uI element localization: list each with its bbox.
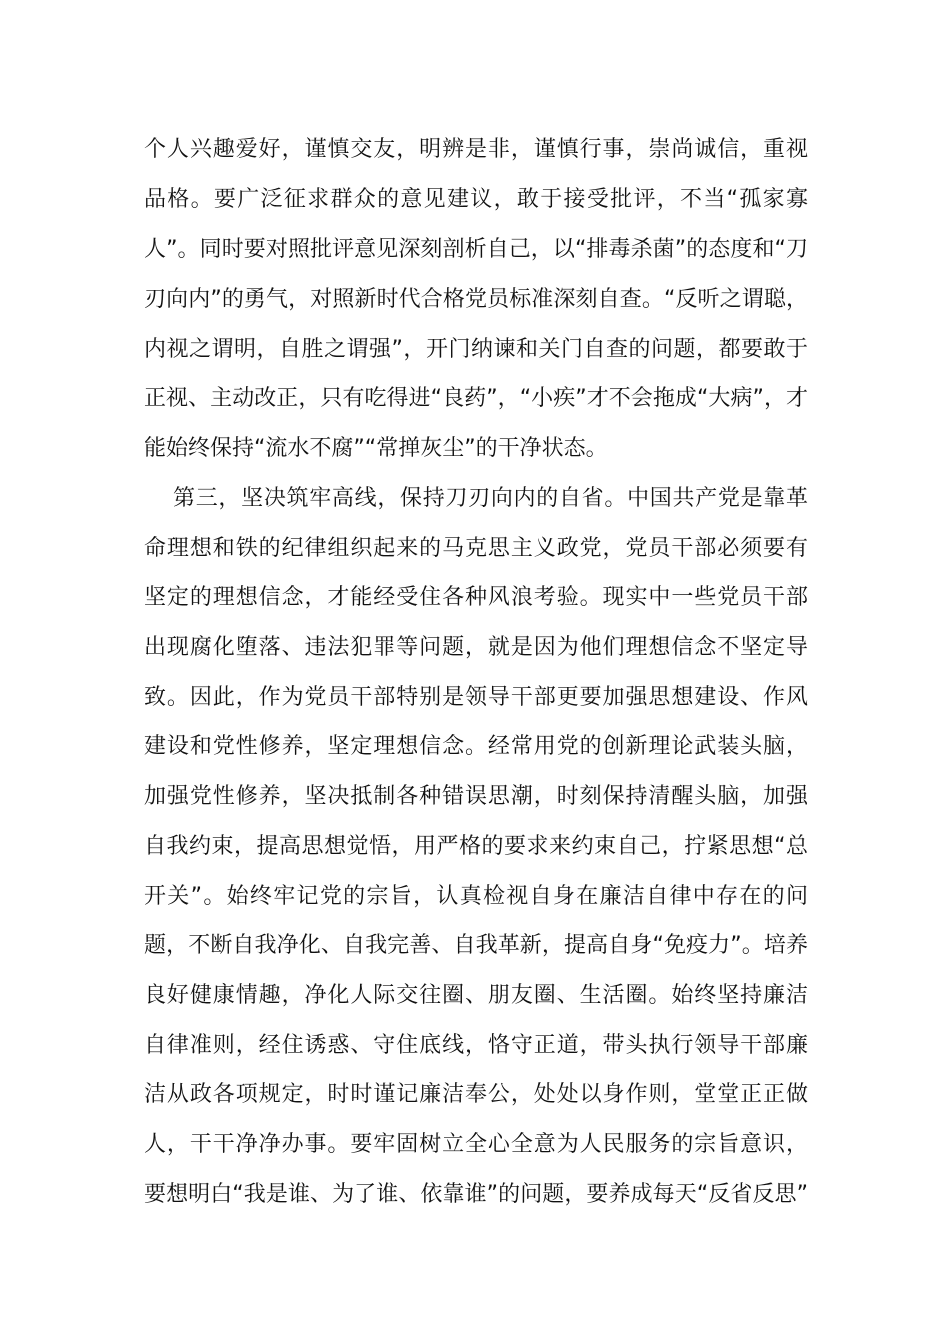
text-line: 坚定的理想信念，才能经受住各种风浪考验。现实中一些党员干部: [144, 585, 808, 610]
text-line: 良好健康情趣，净化人际交往圈、朋友圈、生活圈。始终坚持廉洁: [144, 983, 808, 1008]
text-line: 个人兴趣爱好，谨慎交友，明辨是非，谨慎行事，崇尚诚信，重视: [144, 137, 808, 162]
text-line: 能始终保持“流水不腐”“常掸灰尘”的干净状态。: [144, 436, 608, 461]
text-line: 开关”。始终牢记党的宗旨，认真检视自身在廉洁自律中存在的问: [144, 884, 808, 909]
paragraph-first-line: 第三，坚决筑牢高线，保持刀刃向内的自省。中国共产党是靠革: [173, 486, 808, 511]
text-line: 致。因此，作为党员干部特别是领导干部更要加强思想建设、作风: [144, 685, 808, 710]
text-line: 题，不断自我净化、自我完善、自我革新，提高自身“免疫力”。培养: [144, 933, 808, 958]
text-line: 刃向内”的勇气，对照新时代合格党员标准深刻自查。“反听之谓聪，: [144, 287, 808, 312]
text-line: 命理想和铁的纪律组织起来的马克思主义政党，党员干部必须要有: [144, 536, 808, 561]
text-line: 加强党性修养，坚决抵制各种错误思潮，时刻保持清醒头脑，加强: [144, 784, 808, 809]
text-line: 正视、主动改正，只有吃得进“良药”，“小疾”才不会拖成“大病”，才: [144, 386, 808, 411]
text-line: 洁从政各项规定，时时谨记廉洁奉公，处处以身作则，堂堂正正做: [144, 1082, 808, 1107]
text-line: 要想明白“我是谁、为了谁、依靠谁”的问题，要养成每天“反省反思”: [144, 1182, 808, 1207]
text-line: 建设和党性修养，坚定理想信念。经常用党的创新理论武装头脑，: [144, 734, 808, 759]
text-line: 自律准则，经住诱惑、守住底线，恪守正道，带头执行领导干部廉: [144, 1033, 808, 1058]
text-line: 品格。要广泛征求群众的意见建议，敢于接受批评，不当“孤家寡: [144, 187, 808, 212]
text-line: 出现腐化堕落、违法犯罪等问题，就是因为他们理想信念不坚定导: [144, 635, 808, 660]
text-line: 人，干干净净办事。要牢固树立全心全意为人民服务的宗旨意识，: [144, 1132, 808, 1157]
text-line: 内视之谓明，自胜之谓强”，开门纳谏和关门自查的问题，都要敢于: [144, 337, 808, 362]
text-line: 自我约束，提高思想觉悟，用严格的要求来约束自己，拧紧思想“总: [144, 834, 808, 859]
text-line: 人”。同时要对照批评意见深刻剖析自己，以“排毒杀菌”的态度和“刀: [144, 237, 808, 262]
